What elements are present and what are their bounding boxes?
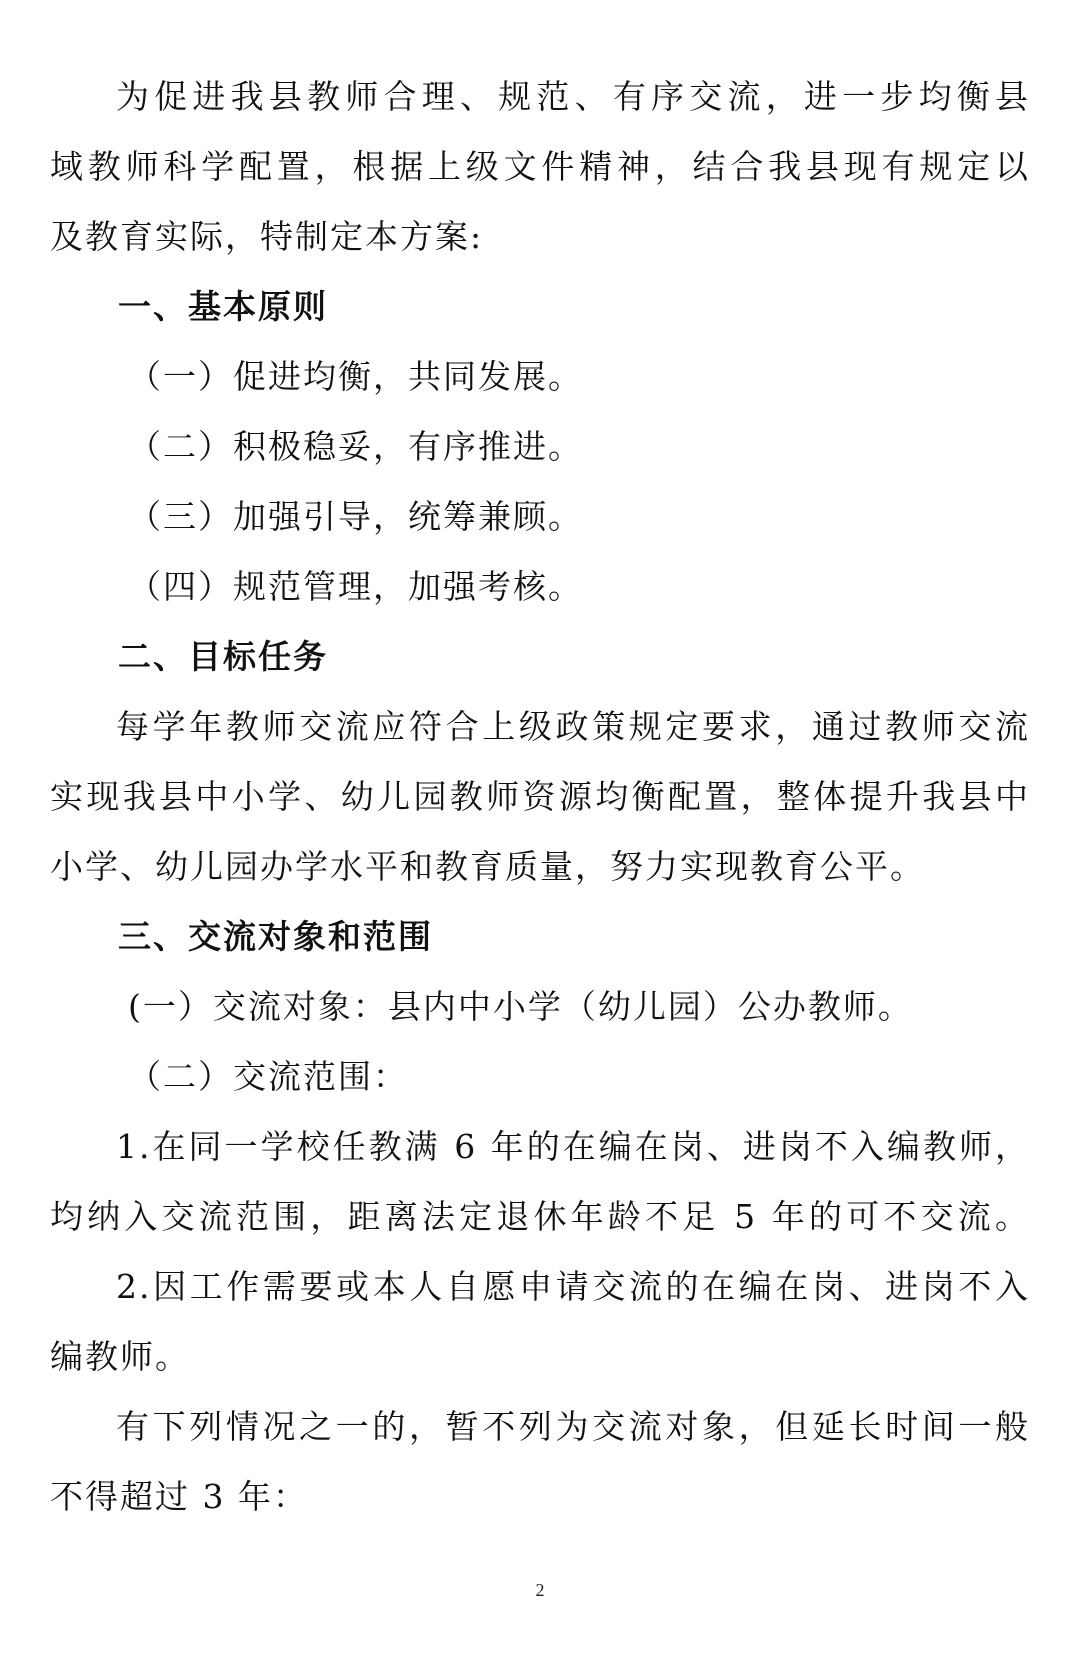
exchange-object: (一）交流对象：县内中小学（幼儿园）公办教师。 [128,987,913,1026]
principle-item-3: （三）加强引导，统筹兼顾。 [128,497,583,536]
exchange-scope: （二）交流范围： [128,1057,408,1096]
document-page [50,62,1030,1532]
exception-line-2: 不得超过 3 年： [50,1477,308,1516]
page-number: 2 [535,1580,545,1600]
scope-item-2-line-2: 编教师。 [50,1337,190,1376]
exception-line-1: 有下列情况之一的，暂不列为交流对象，但延长时间一般 [116,1407,1030,1446]
scope-item-1-line-2: 均纳入交流范围，距离法定退休年龄不足 5 年的可不交流。 [50,1197,1030,1236]
goal-line-2: 实现我县中小学、幼儿园教师资源均衡配置，整体提升我县中 [50,777,1030,816]
section-2-title: 二、目标任务 [118,637,328,676]
section-3-title: 三、交流对象和范围 [118,917,433,956]
principle-item-1: （一）促进均衡，共同发展。 [128,357,583,396]
goal-line-3: 小学、幼儿园办学水平和教育质量，努力实现教育公平。 [50,847,925,886]
intro-line-1: 为促进我县教师合理、规范、有序交流，进一步均衡县 [116,77,1030,116]
section-1-title: 一、基本原则 [118,287,328,326]
principle-item-4: （四）规范管理，加强考核。 [128,567,583,606]
scope-item-1-line-1: 1.在同一学校任教满 6 年的在编在岗、进岗不入编教师， [116,1127,1030,1166]
scope-item-2-line-1: 2.因工作需要或本人自愿申请交流的在编在岗、进岗不入 [116,1267,1030,1306]
goal-line-1: 每学年教师交流应符合上级政策规定要求，通过教师交流 [116,707,1030,746]
intro-line-3: 及教育实际，特制定本方案: [50,217,484,256]
intro-line-2: 域教师科学配置，根据上级文件精神，结合我县现有规定以 [50,147,1030,186]
principle-item-2: （二）积极稳妥，有序推进。 [128,427,583,466]
